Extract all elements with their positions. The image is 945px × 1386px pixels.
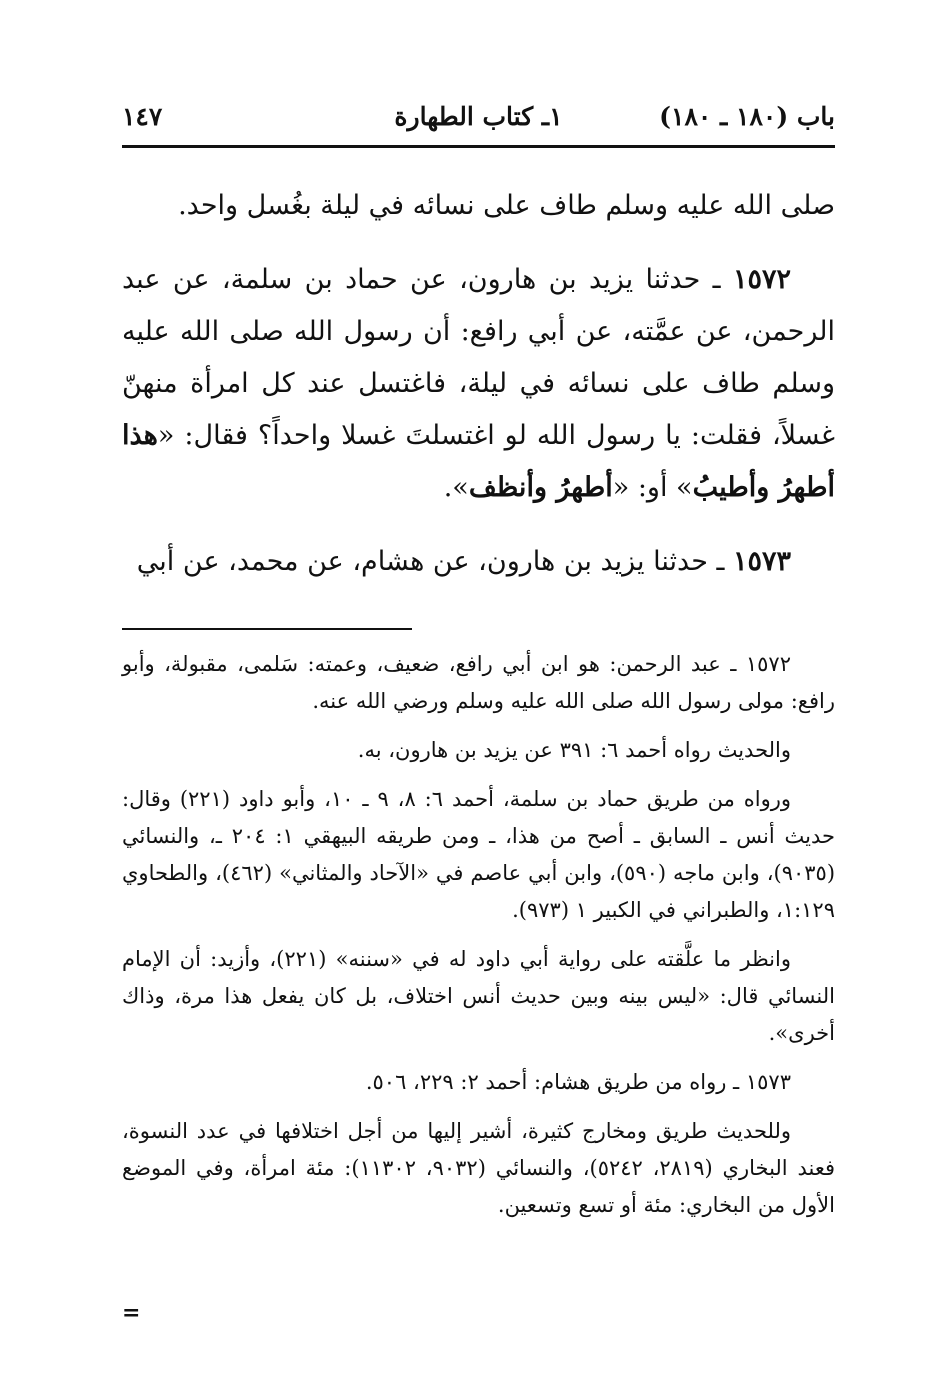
header-rule	[122, 145, 835, 148]
quoted-saying: هذا أطهرُ وأطيبُ	[122, 420, 835, 503]
chapter-reference: باب (١٨٠ ـ ١٨٠)	[659, 102, 835, 131]
footnote-paragraph: والحديث رواه أحمد ٦: ٣٩١ عن يزيد بن هارون، به.	[357, 738, 791, 762]
footnote-paragraph: ١٥٧٢ ـ عبد الرحمن: هو ابن أبي رافع، ضعيف، وعمته: سَلمى، مقبولة، وأبو رافع: مولى رسول الله صلى الله عليه وسلم ورضي الله عنه.	[122, 652, 835, 713]
continuation-mark: =	[122, 1300, 141, 1326]
hadith-text: ».	[443, 472, 469, 503]
running-head	[122, 102, 835, 142]
page	[122, 0, 835, 1386]
footnote-paragraph: وللحديث طريق ومخارج كثيرة، أشير إليها من أجل اختلافها في عدد النسوة، فعند البخاري (٢٨١٩، ٥٢٤٢)، والنسائي (٩٠٣٢، ١١٣٠٢): مئة امرأة، وفي الموضع الأول من البخاري: مئة أو تسع وتسعين.	[122, 1119, 835, 1217]
hadith-number: ١٥٧٢	[732, 264, 791, 295]
hadith-text: ـ حدثنا يزيد بن هارون، عن حماد بن سلمة، عن عبد الرحمن، عن عمَّته، عن أبي رافع: أن رسول الله صلى الله عليه وسلم طاف على نسائه في ليلة، فاغتسل عند كل امرأة منهنّ غسلاً، فقلت: يا رسول الله لو اغتسلتَ غسلا واحداً؟ فقال: «	[122, 264, 835, 451]
footnotes	[122, 646, 835, 1236]
main-text	[122, 180, 835, 610]
hadith-1573	[122, 536, 835, 588]
hadith-text: ـ حدثنا يزيد بن هارون، عن هشام، عن محمد، عن أبي	[136, 546, 733, 577]
hadith-number: ١٥٧٣	[732, 546, 791, 577]
page-number: ١٤٧	[122, 102, 163, 131]
quoted-saying: أطهرُ وأنظف	[468, 472, 613, 503]
footnote-paragraph: ورواه من طريق حماد بن سلمة، أحمد ٦: ٨، ٩ ـ ١٠، وأبو داود (٢٢١) وقال: حديث أنس ـ السابق ـ أصح من هذا، ـ ومن طريقه البيهقي ١: ٢٠٤ ـ، والنسائي (٩٠٣٥)، وابن ماجه (٥٩٠)، وابن أبي عاصم في «الآحاد والمثاني» (٤٦٢)، والطحاوي ١:١٢٩، والطبراني في الكبير ١ (٩٧٣).	[122, 787, 836, 922]
footnote-paragraph: ١٥٧٣ ـ رواه من طريق هشام: أحمد ٢: ٢٢٩، ٥٠٦.	[365, 1070, 791, 1094]
book-title: ١ـ كتاب الطهارة	[394, 102, 563, 131]
continued-paragraph: صلى الله عليه وسلم طاف على نسائه في ليلة بغُسل واحد.	[178, 190, 835, 221]
footnote-separator	[122, 628, 412, 630]
hadith-text: » أو: «	[612, 472, 693, 503]
hadith-1572	[122, 254, 835, 514]
footnote-paragraph: وانظر ما علَّقته على رواية أبي داود له في «سننه» (٢٢١)، وأزيد: أن الإمام النسائي قال: «ليس بينه وبين حديث أنس اختلاف، بل كان يفعل هذا مرة، وذاك أخرى».	[122, 947, 835, 1045]
